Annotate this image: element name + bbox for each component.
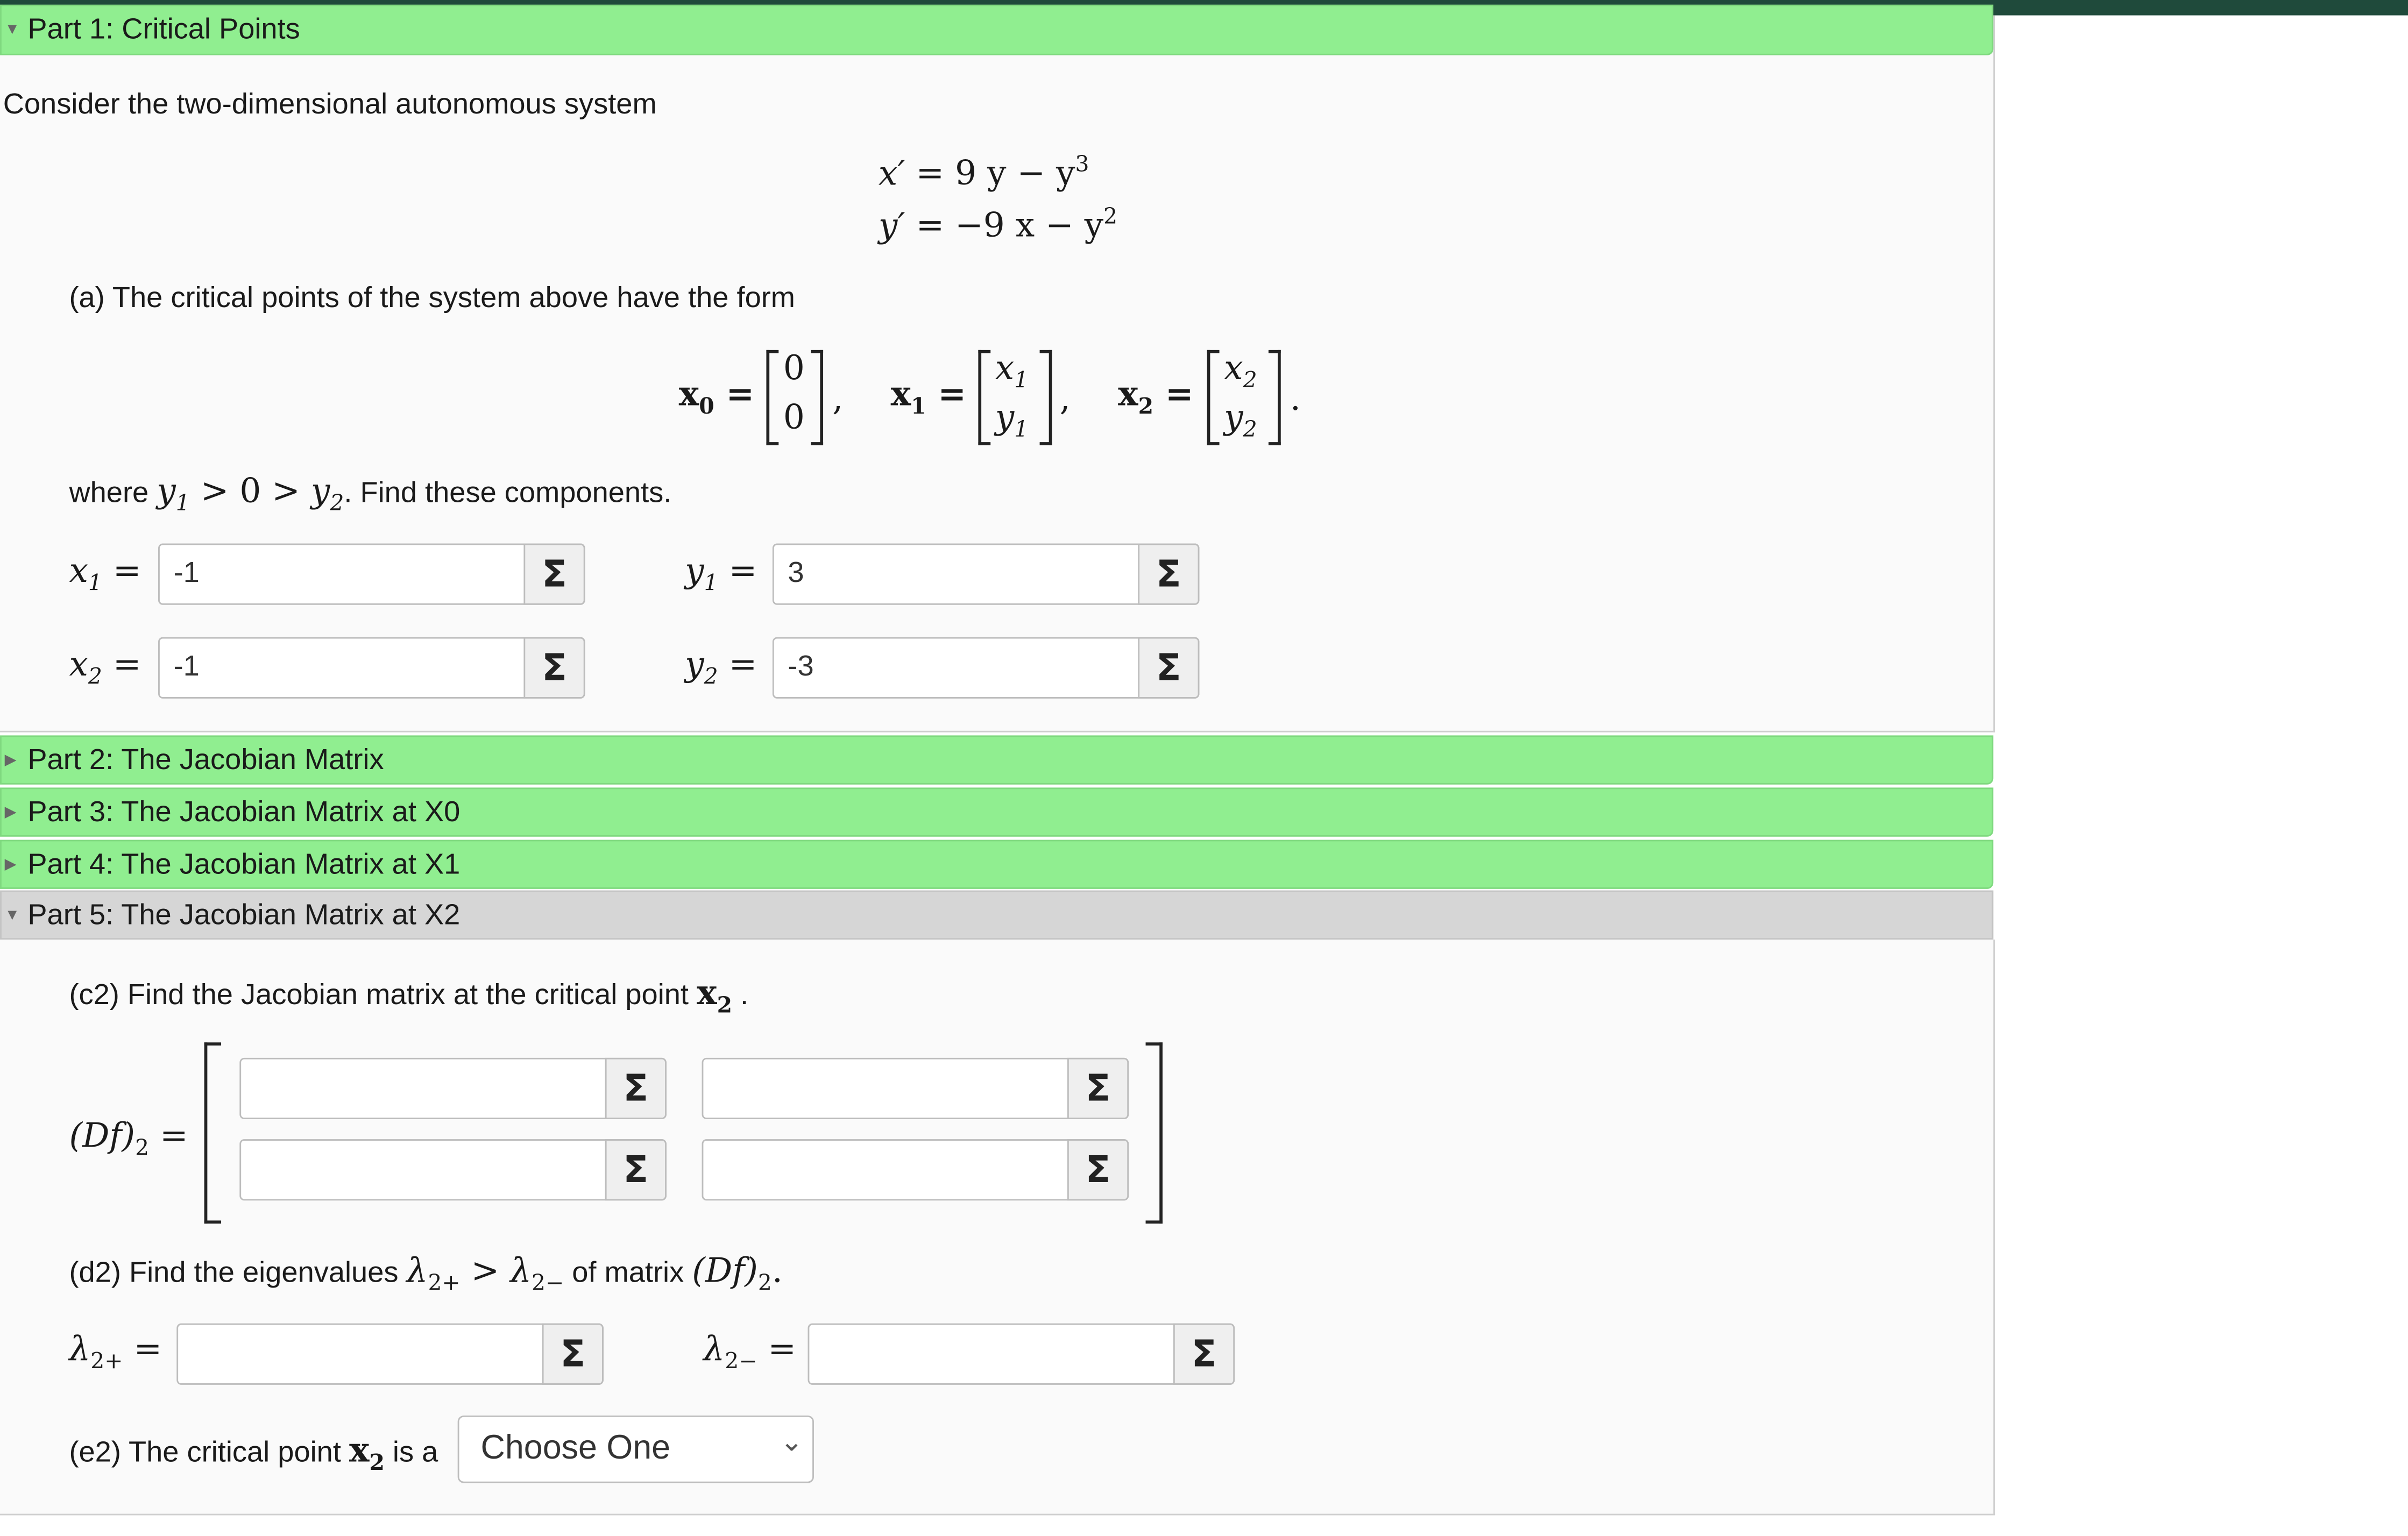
y1-input[interactable] xyxy=(774,545,1137,603)
where-text: where xyxy=(69,477,149,510)
y2-field xyxy=(773,637,1200,699)
select-value: Choose One xyxy=(480,1427,671,1467)
y2-label: $y_2$ = xyxy=(685,646,757,690)
bracket xyxy=(1207,350,1220,445)
part-a-text: (a) The critical points of the system above have the form xyxy=(69,282,796,315)
lambda-plus-field xyxy=(176,1324,604,1385)
part3-header-label: Part 3: The Jacobian Matrix at X0 xyxy=(27,797,461,829)
bracket xyxy=(1269,350,1281,445)
part4-header-label: Part 4: The Jacobian Matrix at X1 xyxy=(27,849,461,881)
sigma-icon: Σ xyxy=(623,1066,649,1110)
y1-label: $y_1$ = xyxy=(685,552,757,596)
matrix-cell-11 xyxy=(239,1058,667,1119)
y1-field xyxy=(773,544,1200,605)
df-label: $(Df)_2$ = xyxy=(69,1118,188,1162)
lambda-plus-sigma-button[interactable] xyxy=(542,1324,604,1385)
comma: , xyxy=(832,380,844,419)
lambda-minus-field xyxy=(808,1324,1235,1385)
x1-sigma-button[interactable] xyxy=(523,544,585,605)
part5-header[interactable] xyxy=(0,891,1993,940)
e2-line xyxy=(69,1431,438,1476)
part5-panel xyxy=(0,940,1995,1515)
y2-sigma-button[interactable] xyxy=(1138,637,1199,699)
x1-bottom: $y_1$ xyxy=(995,399,1029,443)
y1-sigma-button[interactable] xyxy=(1138,544,1199,605)
eigenvalue-inequality: $\lambda_{2+} > \lambda_{2-}$ xyxy=(406,1253,564,1297)
eq1-lhs: x′ xyxy=(878,155,905,194)
lambda-minus-label: $\lambda_{2-}$ = xyxy=(703,1331,797,1375)
e2-text-end: is a xyxy=(392,1437,438,1469)
part5-header-label: Part 5: The Jacobian Matrix at X2 xyxy=(27,899,461,932)
critical-point-vectors xyxy=(676,347,1321,448)
x2-vector-label: $x_2$ = xyxy=(1118,374,1194,420)
matrix-input-21[interactable] xyxy=(241,1141,604,1199)
collapsed-triangle-icon: ▶ xyxy=(4,804,17,822)
x1-top: $x_1$ xyxy=(995,350,1029,394)
d2-line xyxy=(69,1253,782,1296)
expanded-triangle-icon: ▼ xyxy=(4,907,20,925)
comma: , xyxy=(1059,380,1071,419)
classification-select[interactable] xyxy=(458,1416,814,1483)
x2-bottom: $y_2$ xyxy=(1224,399,1257,443)
where-text-end: . Find these components. xyxy=(344,477,672,510)
x1-vector-label: $x_1$ = xyxy=(890,374,967,420)
collapsed-triangle-icon: ▶ xyxy=(4,856,17,874)
x1-field xyxy=(158,544,585,605)
matrix-cell-22 xyxy=(702,1139,1129,1200)
eq1-rhs: = 9 $y - y^3$ xyxy=(916,153,1089,194)
bracket xyxy=(1040,350,1052,445)
matrix-sigma-button-21[interactable] xyxy=(605,1139,667,1200)
chevron-down-icon: ⌄ xyxy=(780,1426,803,1457)
eq2-lhs: y′ xyxy=(878,208,905,246)
part2-header-label: Part 2: The Jacobian Matrix xyxy=(27,744,384,777)
x0-bottom: 0 xyxy=(783,399,805,438)
eq2-rhs: = −9 $x - y^2$ xyxy=(916,205,1118,246)
sigma-icon: Σ xyxy=(1085,1066,1111,1110)
period: . xyxy=(1290,380,1301,419)
sigma-icon: Σ xyxy=(560,1332,586,1376)
matrix-input-22[interactable] xyxy=(703,1141,1066,1199)
matrix-sigma-button-22[interactable] xyxy=(1067,1139,1129,1200)
where-inequality: $y_1 > 0 > y_2$ xyxy=(157,473,344,517)
sigma-icon: Σ xyxy=(542,552,567,596)
part1-header[interactable] xyxy=(0,5,1993,55)
x1-label: $x_1$ = xyxy=(69,552,141,596)
matrix-input-12[interactable] xyxy=(703,1059,1066,1118)
d2-text-end: of matrix xyxy=(572,1257,684,1290)
x0-top: 0 xyxy=(783,350,805,389)
matrix-cell-12 xyxy=(702,1058,1129,1119)
x2-field xyxy=(158,637,585,699)
collapsed-triangle-icon: ▶ xyxy=(4,752,17,770)
x2-bold: $x_2$ xyxy=(349,1431,385,1476)
e2-text: (e2) The critical point xyxy=(69,1437,341,1469)
x2-bold: $x_2$ xyxy=(697,973,732,1019)
bracket xyxy=(978,350,990,445)
matrix-left-bracket xyxy=(204,1042,221,1224)
bracket xyxy=(766,350,778,445)
df-inline: $(Df)_2$. xyxy=(692,1253,783,1297)
matrix-sigma-button-11[interactable] xyxy=(605,1058,667,1119)
lambda-plus-label: $\lambda_{2+}$ = xyxy=(69,1331,162,1375)
x1-input[interactable] xyxy=(160,545,522,603)
x2-label: $x_2$ = xyxy=(69,646,141,690)
bracket xyxy=(811,350,823,445)
part4-header[interactable] xyxy=(0,840,1993,888)
matrix-right-bracket xyxy=(1146,1042,1163,1224)
matrix-input-11[interactable] xyxy=(241,1059,604,1118)
sigma-icon: Σ xyxy=(1085,1148,1111,1192)
x2-input[interactable] xyxy=(160,639,522,697)
c2-text: (c2) Find the Jacobian matrix at the critical point xyxy=(69,979,689,1012)
where-line xyxy=(69,473,671,516)
part3-header[interactable] xyxy=(0,787,1993,836)
lambda-plus-input[interactable] xyxy=(178,1325,541,1383)
sigma-icon: Σ xyxy=(623,1148,649,1192)
part1-header-label: Part 1: Critical Points xyxy=(27,13,300,46)
x2-top: $x_2$ xyxy=(1224,350,1257,394)
y2-input[interactable] xyxy=(774,639,1137,697)
expanded-triangle-icon: ▼ xyxy=(4,21,20,39)
sigma-icon: Σ xyxy=(1156,646,1181,689)
c2-line: (c2) Find the Jacobian matrix at the critical point $x_2$ . xyxy=(69,973,749,1019)
part2-header[interactable] xyxy=(0,735,1993,784)
x0-label: $x_0$ = xyxy=(678,374,755,420)
matrix-sigma-button-12[interactable] xyxy=(1067,1058,1129,1119)
x2-sigma-button[interactable] xyxy=(523,637,585,699)
matrix-cell-21 xyxy=(239,1139,667,1200)
sigma-icon: Σ xyxy=(1191,1332,1217,1376)
d2-text: (d2) Find the eigenvalues xyxy=(69,1257,399,1290)
sigma-icon: Σ xyxy=(1156,552,1181,596)
lambda-minus-input[interactable] xyxy=(809,1325,1172,1383)
intro-text: Consider the two-dimensional autonomous system xyxy=(3,89,657,122)
lambda-minus-sigma-button[interactable] xyxy=(1173,1324,1235,1385)
sigma-icon: Σ xyxy=(542,646,567,689)
